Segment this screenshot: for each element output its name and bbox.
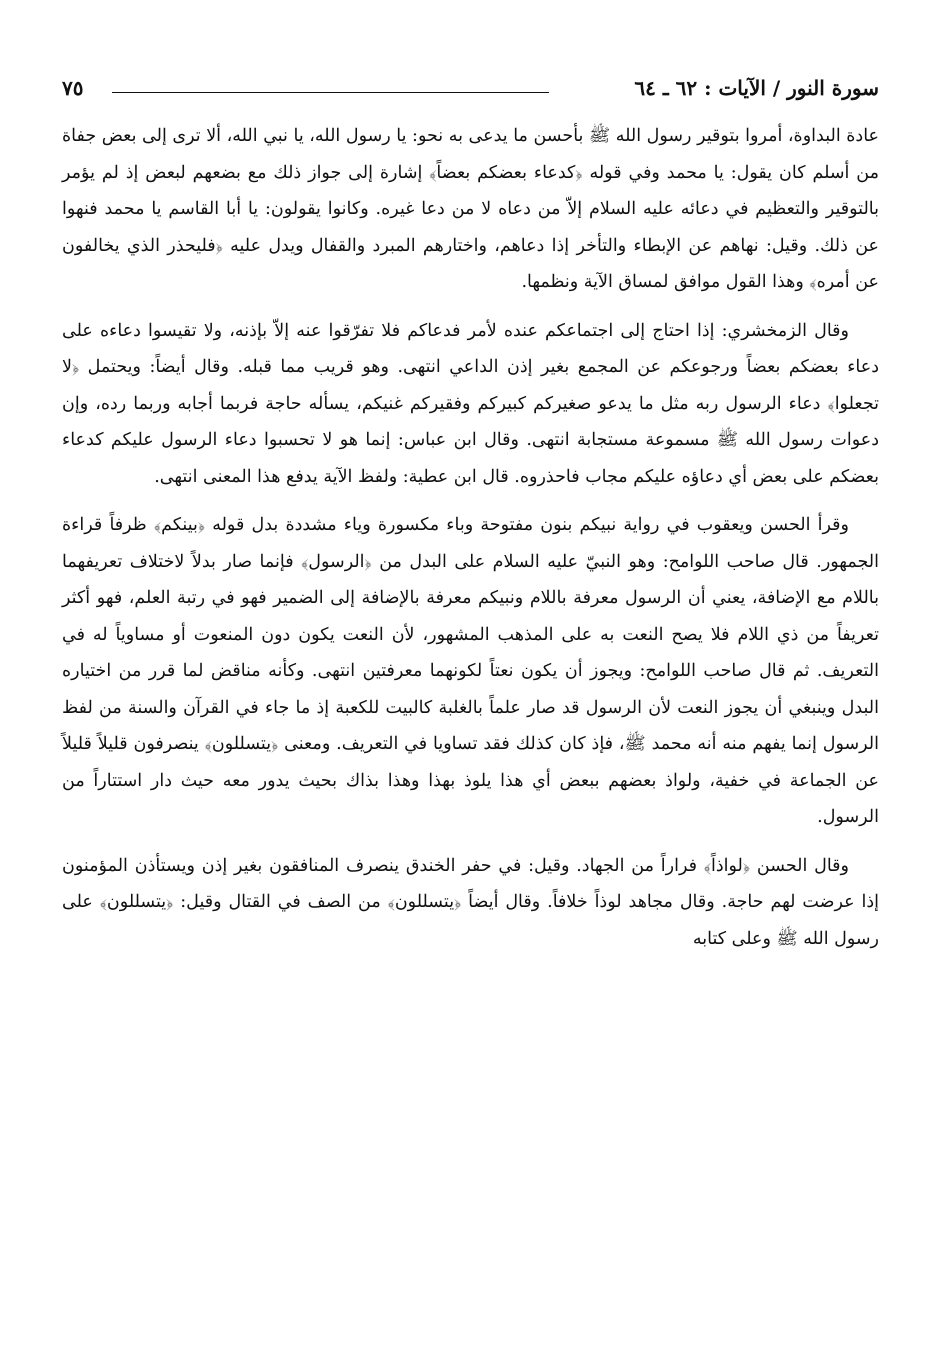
header-rule	[112, 92, 549, 93]
paragraph-3: وقرأ الحسن ويعقوب في رواية نبيكم بنون مفتوحة وباء مكسورة وياء مشددة بدل قوله ﴿بينكم﴾ ظرفاً قراءة الجمهور. قال صاحب اللوامح: وهو النبيّ عليه السلام على البدل من ﴿الرسول﴾ فإنما صار بدلاً لاختلاف تعريفهما باللام مع الإضافة، يعني أن الرسول معرفة باللام ونبيكم معرفة بالإضافة إلى الضمير فهو في رتبة العلم، فهو أكثر تعريفاً من ذي اللام فلا يصح النعت به على المذهب المشهور، لأن النعت يكون دون المنعوت أو مساوياً له في التعريف. ثم قال صاحب اللوامح: ويجوز أن يكون نعتاً لكونهما معرفتين انتهى. وكأنه مناقض لما قرر من اختياره البدل وينبغي أن يجوز النعت لأن الرسول قد صار علماً بالغلبة كالبيت للكعبة إذ ما جاء في القرآن والسنة من لفظ الرسول إنما يفهم منه أنه محمد ﷺ، فإذ كان كذلك فقد تساويا في التعريف. ومعنى ﴿يتسللون﴾ ينصرفون قليلاً قليلاً عن الجماعة في خفية، ولواذ بعضهم ببعض أي هذا يلوذ بهذا وهذا بذاك بحيث يدور معه حيث دار استتاراً من الرسول.	[62, 515, 879, 827]
page-number: ٧٥	[62, 76, 84, 100]
paragraph-2: وقال الزمخشري: إذا احتاج إلى اجتماعكم عنده لأمر فدعاكم فلا تفرّقوا عنه إلاّ بإذنه، ولا تقيسوا دعاءه على دعاء بعضكم بعضاً ورجوعكم عن المجمع بغير إذن الداعي انتهى. وهو قريب مما قبله. وقال أيضاً: ويحتمل ﴿لا تجعلوا﴾ دعاء الرسول ربه مثل ما يدعو صغيركم كبيركم وفقيركم غنيكم، يسأله حاجة فربما أجابه وربما رده، وإن دعوات رسول الله ﷺ مسموعة مستجابة انتهى. وقال ابن عباس: إنما هو لا تحسبوا دعاء الرسول عليكم كدعاء بعضكم على بعض أي دعاؤه عليكم مجاب فاحذروه. قال ابن عطية: ولفظ الآية يدفع هذا المعنى انتهى.	[62, 320, 879, 487]
paragraph-4: وقال الحسن ﴿لواذاً﴾ فراراً من الجهاد. وقيل: في حفر الخندق ينصرف المنافقون بغير إذن ويستأذن المؤمنون إذا عرضت لهم حاجة. وقال مجاهد لوذاً خلافاً. وقال أيضاً ﴿يتسللون﴾ من الصف في القتال وقيل: ﴿يتسللون﴾ على رسول الله ﷺ وعلى كتابه	[62, 855, 879, 949]
surah-title: سورة النور / الآيات : ٦٢ ـ ٦٤	[634, 76, 879, 100]
running-header	[62, 72, 879, 106]
paragraph-1: عادة البداوة، أمروا بتوقير رسول الله ﷺ بأحسن ما يدعى به نحو: يا رسول الله، يا نبي الله، ألا ترى إلى بعض جفاة من أسلم كان يقول: يا محمد وفي قوله ﴿كدعاء بعضكم بعضاً﴾ إشارة إلى جواز ذلك مع بضعهم لبعض إذ لم يؤمر بالتوقير والتعظيم في دعائه عليه السلام إلاّ من دعاه لا من دعا غيره. وكانوا يقولون: يا أبا القاسم يا محمد فنهوا عن ذلك. وقيل: نهاهم عن الإبطاء والتأخر إذا دعاهم، واختارهم المبرد والقفال ويدل عليه ﴿فليحذر الذي يخالفون عن أمره﴾ وهذا القول موافق لمساق الآية ونظمها.	[62, 126, 879, 292]
body-text	[62, 118, 879, 969]
